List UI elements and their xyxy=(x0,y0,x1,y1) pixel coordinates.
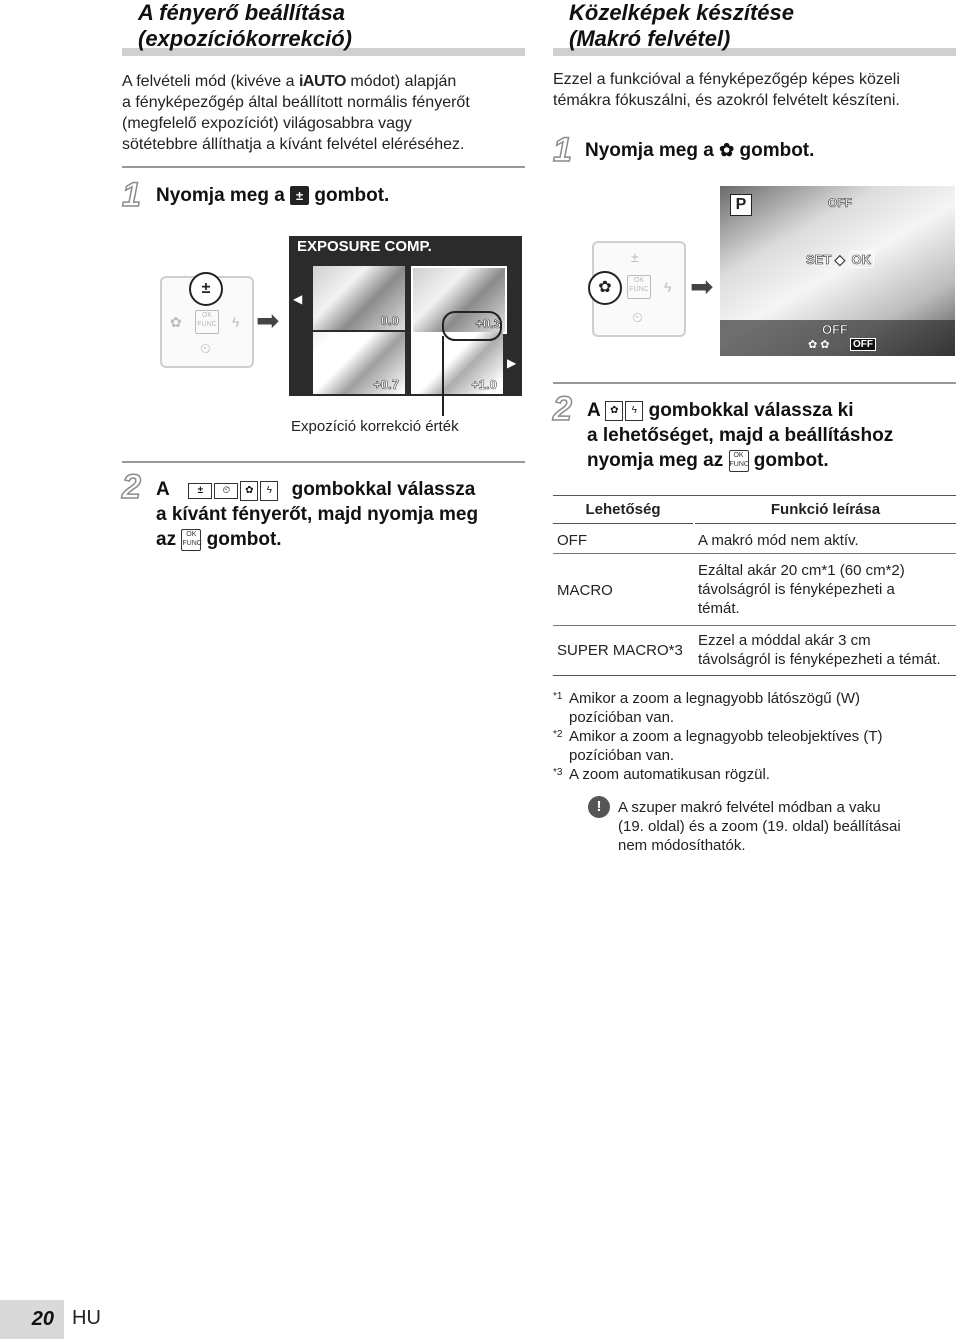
flash-icon: ϟ xyxy=(232,314,240,330)
thumbnail-value-3: +0.7 xyxy=(373,377,399,392)
table-row-desc xyxy=(698,561,956,618)
thumbnail-1 xyxy=(313,266,405,330)
thumbnail-4 xyxy=(411,332,503,394)
left-step1-before: Nyomja meg a xyxy=(156,185,285,206)
footnote-1 xyxy=(553,689,958,727)
footnote-2-mark: *2 xyxy=(553,729,563,740)
right-step1-number: 1 xyxy=(553,131,572,169)
arrow-right-icon: ➡ xyxy=(256,305,280,336)
table-row-desc xyxy=(698,631,956,669)
left-step2-prefix: A xyxy=(156,479,170,500)
left-control-dial xyxy=(160,276,254,368)
lcd-off-bottom: OFF xyxy=(850,338,876,351)
table-bottom-rule xyxy=(553,675,956,676)
right-step2-line1: gombokkal válassza ki xyxy=(648,400,854,421)
left-title-line1: A fényerő beállítása xyxy=(138,0,346,25)
ok-func-icon: OK FUNC xyxy=(181,529,201,551)
screen-right-arrow-icon: ▶ xyxy=(507,356,517,370)
table-header-rule-left xyxy=(553,523,693,524)
right-ok-func-icon: OK FUNC xyxy=(729,450,749,472)
macro-desc-line2: távolságról is fényképezheti a xyxy=(698,581,895,598)
lcd-ok-text: OK xyxy=(849,251,875,268)
exposure-comp-icon: ± xyxy=(290,186,309,205)
footnote-2-line2: pozícióban van. xyxy=(569,747,675,764)
caution-icon: ! xyxy=(588,796,610,818)
left-macro-icon: ✿ xyxy=(240,481,258,501)
left-intro xyxy=(122,71,532,155)
left-title-line2: (expozíciókorrekció) xyxy=(138,26,352,51)
intro-text-b: módot) alapján xyxy=(350,73,457,90)
right-step2-text xyxy=(587,398,959,473)
intro-line3: (megfelelő expozíciót) világosabbra vagy xyxy=(122,115,412,132)
dial-ok-func-icon: OK FUNC xyxy=(627,275,651,299)
down-timer-icon: ⏲ xyxy=(214,483,238,499)
right-step2-line3-before: nyomja meg az xyxy=(587,450,724,471)
exposure-value-caption: Expozíció korrekció érték xyxy=(291,418,459,435)
left-section-header xyxy=(122,0,525,56)
table-top-rule xyxy=(553,495,956,496)
right-flash-icon: ϟ xyxy=(260,481,278,501)
callout-ring xyxy=(442,311,502,341)
table-header-desc: Funkció leírása xyxy=(770,501,881,518)
table-row-desc: A makró mód nem aktív. xyxy=(698,532,859,549)
left-step2-line3-before: az xyxy=(156,529,177,550)
super-macro-desc-line1: Ezzel a móddal akár 3 cm xyxy=(698,632,871,649)
left-step2-number: 2 xyxy=(122,468,141,506)
footnotes xyxy=(553,689,958,784)
lcd-macro-options-icon: ✿ ✿ xyxy=(808,339,830,351)
intro-line4: sötétebbre állíthatja a kívánt felvétel eléréséhez. xyxy=(122,136,465,153)
macro-icon: ✿ xyxy=(170,314,182,330)
footnote-2-line1: Amikor a zoom a legnagyobb teleobjektíves (T) xyxy=(569,728,883,745)
left-step1-text xyxy=(156,183,389,208)
table-header-option: Lehetőség xyxy=(585,501,661,518)
dial-timer-icon: ⏲ xyxy=(632,309,643,325)
left-step1-number: 1 xyxy=(122,176,141,214)
table-row-rule xyxy=(553,553,956,554)
caution-line2: (19. oldal) és a zoom (19. oldal) beállításai xyxy=(618,818,901,835)
thumbnail-value-1: 0.0 xyxy=(380,313,399,328)
iauto-icon: iAUTO xyxy=(298,73,346,90)
ok-func-button-icon: OK FUNC xyxy=(195,310,219,334)
right-arrow-icon: ➡ xyxy=(690,271,714,302)
table-row-option: SUPER MACRO*3 xyxy=(557,642,683,659)
footnote-3-mark: *3 xyxy=(553,767,563,778)
table-row-option: MACRO xyxy=(557,582,613,599)
right-title-line1: Közelképek készítése xyxy=(569,0,795,25)
right-step2-number: 2 xyxy=(553,390,572,428)
right-control-dial xyxy=(592,241,686,337)
self-timer-icon: ⏲ xyxy=(200,340,211,356)
macro-button-highlight-icon: ✿ xyxy=(588,271,622,305)
up-exposure-icon: ± xyxy=(188,483,212,499)
left-step2-line2: a kívánt fényerőt, majd nyomja meg xyxy=(156,504,479,525)
right-intro-line2: témákra fókuszálni, és azokról felvételt készíteni. xyxy=(553,92,900,109)
left-step2-rule xyxy=(122,461,525,463)
left-step2-line1: gombokkal válassza xyxy=(291,479,476,500)
right-intro xyxy=(553,69,958,111)
intro-line2: a fényképezőgép által beállított normális fényerőt xyxy=(122,94,470,111)
footnote-2 xyxy=(553,727,958,765)
dial-exposure-icon: ± xyxy=(631,249,639,265)
caution-note xyxy=(618,798,958,855)
direction-buttons-icon xyxy=(174,481,286,499)
footnote-1-line2: pozícióban van. xyxy=(569,709,675,726)
right-step1-text xyxy=(585,138,814,163)
exposure-comp-screen-title: EXPOSURE COMP. xyxy=(297,238,432,255)
thumbnail-value-2: +0.3 xyxy=(475,316,501,331)
footnote-3-line1: A zoom automatikusan rögzül. xyxy=(569,766,770,783)
right-title-line2: (Makró felvétel) xyxy=(569,26,731,51)
thumbnail-3 xyxy=(313,332,405,394)
macro-tulip-icon: ✿ xyxy=(719,140,735,160)
right-step2-line2: a lehetőséget, majd a beállításhoz xyxy=(587,425,894,446)
screen-left-arrow-icon: ◀ xyxy=(293,292,303,306)
lcd-off-top: OFF xyxy=(828,196,852,210)
caution-line1: A szuper makró felvétel módban a vaku xyxy=(618,799,881,816)
lcd-bottom-bar xyxy=(720,320,955,356)
exposure-button-highlight-icon: ± xyxy=(189,272,223,306)
language-code: HU xyxy=(72,1307,101,1329)
page-number-tab xyxy=(0,1300,64,1339)
right-step2-a: A xyxy=(587,400,601,421)
right-step2-rule xyxy=(553,382,956,384)
left-step1-after: gombot. xyxy=(314,185,390,206)
macro-desc-line3: témát. xyxy=(698,600,740,617)
macro-lcd-screen xyxy=(720,186,955,356)
macro-desc-line1: Ezáltal akár 20 cm*1 (60 cm*2) xyxy=(698,562,905,579)
right-step2-line3-after: gombot. xyxy=(753,450,829,471)
step2-flash-button-icon: ϟ xyxy=(625,401,643,421)
lcd-set-label: SET ◆ OK xyxy=(806,252,874,268)
table-header-rule-right xyxy=(695,523,956,524)
page-number: 20 xyxy=(31,1308,54,1330)
footnote-1-mark: *1 xyxy=(553,691,563,702)
left-step2-text xyxy=(156,477,536,552)
left-step2-line3-after: gombot. xyxy=(206,529,282,550)
lcd-off-mid: OFF xyxy=(822,322,848,337)
right-intro-line1: Ezzel a funkcióval a fényképezőgép képes közeli xyxy=(553,71,900,88)
footnote-3 xyxy=(553,765,958,784)
step2-macro-button-icon: ✿ xyxy=(605,401,623,421)
right-step1-after: gombot. xyxy=(739,140,815,161)
caution-line3: nem módosíthatók. xyxy=(618,837,746,854)
table-row-rule xyxy=(553,625,956,626)
dial-flash-icon: ϟ xyxy=(664,279,672,295)
right-step1-before: Nyomja meg a xyxy=(585,140,714,161)
lcd-mode-p: P xyxy=(730,194,752,216)
right-section-header xyxy=(553,0,956,56)
left-intro-rule xyxy=(122,166,525,168)
footnote-1-line1: Amikor a zoom a legnagyobb látószögű (W) xyxy=(569,690,860,707)
super-macro-desc-line2: távolságról is fényképezheti a témát. xyxy=(698,651,941,668)
thumbnail-value-4: +1.0 xyxy=(471,377,497,392)
table-row-option: OFF xyxy=(557,532,587,549)
callout-line xyxy=(442,336,444,416)
intro-text-a: A felvételi mód (kivéve a xyxy=(122,73,295,90)
lcd-set-text: SET xyxy=(806,252,832,267)
